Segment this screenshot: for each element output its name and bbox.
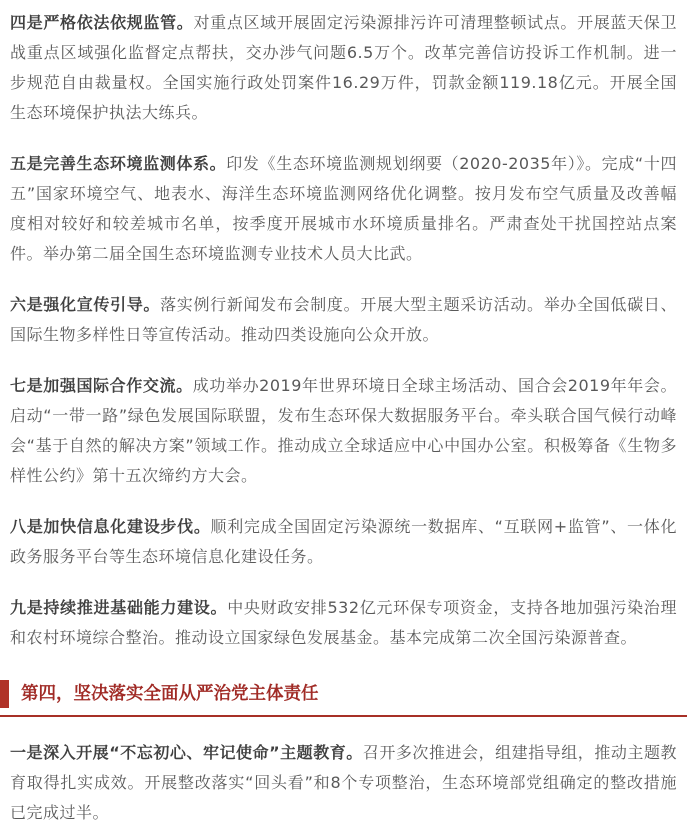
body-paragraph [10, 290, 677, 350]
paragraph-text: 成功举办2019年世界环境日全球主场活动、国合会2019年年会。启动“一带一路”绿色发展国际联盟，发布生态环保大数据服务平台。牵头联合国气候行动峰会“基于自然的解决方案”领域工作。推动成立全球适应中心中国办公室。积极筹备《生物多样性公约》第十五次缔约方大会。 [10, 376, 677, 485]
paragraph-text: 印发《生态环境监测规划纲要（2020-2035年）》。完成“十四五”国家环境空气、地表水、海洋生态环境监测网络优化调整。按月发布空气质量及改善幅度相对较好和较差城市名单，按季度开展城市水环境质量排名。严肃查处干扰国控站点案件。举办第二届全国生态环境监测专业技术人员大比武。 [10, 154, 677, 263]
section-heading [0, 680, 687, 717]
body-paragraph [10, 512, 677, 572]
paragraph-text: 落实例行新闻发布会制度。开展大型主题采访活动。举办全国低碳日、国际生物多样性日等宣传活动。推动四类设施向公众开放。 [10, 295, 677, 344]
paragraph-text: 召开多次推进会，组建指导组，推动主题教育取得扎实成效。开展整改落实“回头看”和8个专项整治，生态环境部党组确定的整改措施已完成过半。 [10, 743, 677, 822]
paragraph-lead: 四是严格依法依规监管。 [10, 13, 194, 32]
paragraph-lead: 五是完善生态环境监测体系。 [10, 154, 227, 173]
red-bar-icon [0, 680, 9, 708]
section-heading-title: 第四，坚决落实全面从严治党主体责任 [21, 684, 319, 704]
paragraph-text: 顺利完成全国固定污染源统一数据库、“互联网+监管”、一体化政务服务平台等生态环境信息化建设任务。 [10, 517, 677, 566]
body-paragraph [10, 149, 677, 269]
paragraph-lead: 七是加强国际合作交流。 [10, 376, 193, 395]
paragraph-lead: 九是持续推进基础能力建设。 [10, 598, 228, 617]
body-paragraph [10, 593, 677, 653]
paragraph-lead: 一是深入开展“不忘初心、牢记使命”主题教育。 [10, 743, 363, 762]
body-paragraph [10, 371, 677, 491]
paragraph-text: 对重点区域开展固定污染源排污许可清理整顿试点。开展蓝天保卫战重点区域强化监督定点帮扶，交办涉气问题6.5万个。改革完善信访投诉工作机制。进一步规范自由裁量权。全国实施行政处罚案件16.29万件，罚款金额119.18亿元。开展全国生态环境保护执法大练兵。 [10, 13, 677, 122]
paragraph-lead: 六是强化宣传引导。 [10, 295, 161, 314]
paragraph-text: 中央财政安排532亿元环保专项资金，支持各地加强污染治理和农村环境综合整治。推动设立国家绿色发展基金。基本完成第二次全国污染源普查。 [10, 598, 677, 647]
body-paragraph [10, 738, 677, 828]
paragraph-lead: 八是加快信息化建设步伐。 [10, 517, 211, 536]
body-paragraph [10, 8, 677, 128]
